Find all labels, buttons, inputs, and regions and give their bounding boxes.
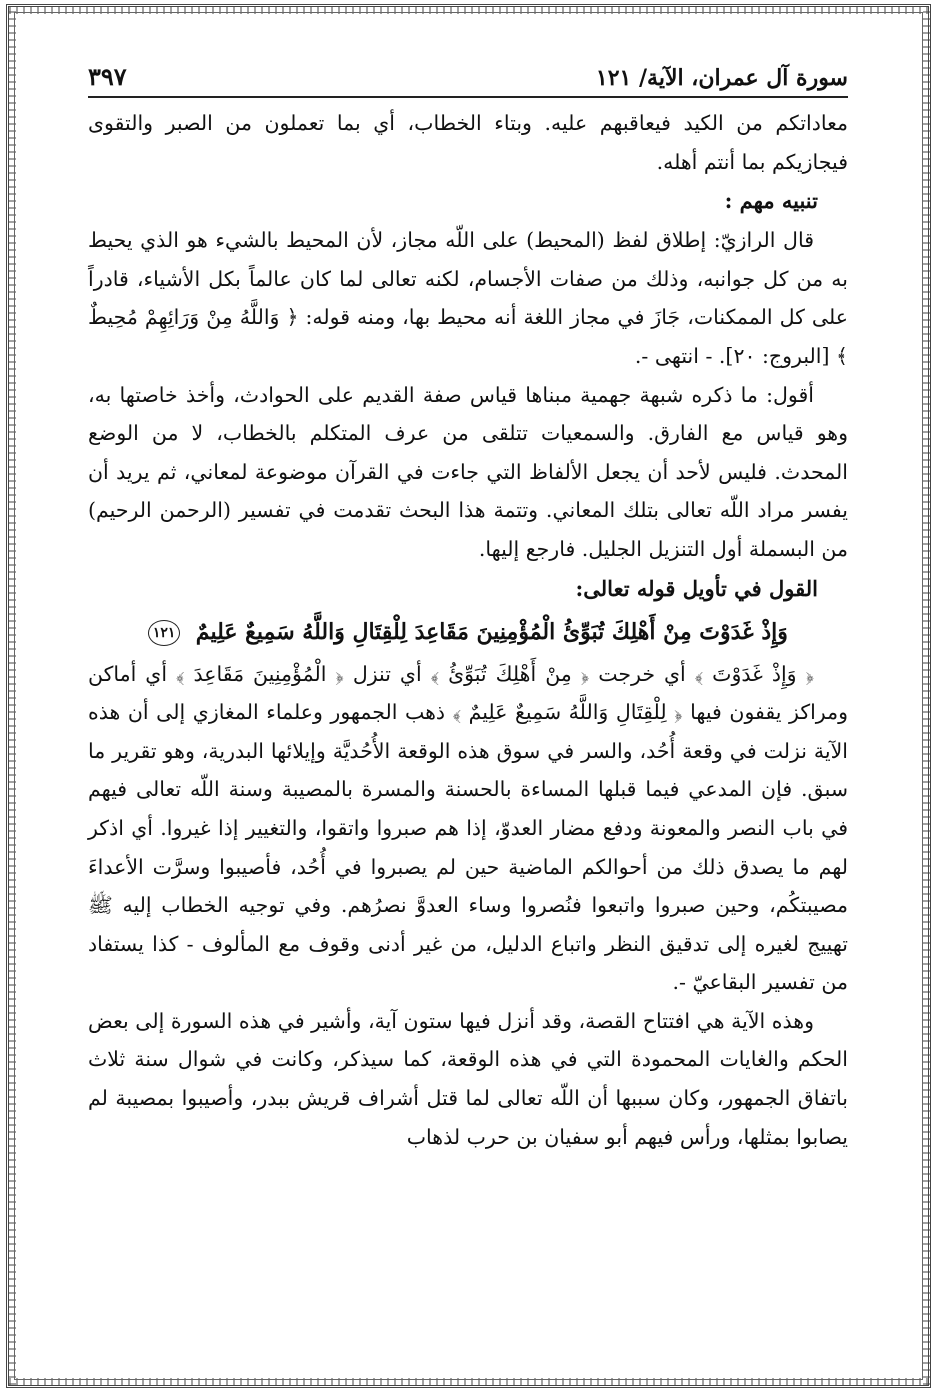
paragraph-context: وهذه الآية هي افتتاح القصة، وقد أنزل فيها ستون آية، وأشير في هذه السورة إلى بعض الحكم والغايات المحمودة التي في هذه الوقعة، كما سيذكر، وكانت في شوال سنة ثلاث باتفاق الجمهور، وكان سببها أن اللّه تعالى لما قتل أشراف قريش ببدر، وأصيبوا بمصيبة لم يصابوا بمثلها، ورأس فيهم أبو سفيان بن حرب لذهاب [88, 1008, 848, 1149]
section-heading-note: تنبيه مهم : [724, 188, 818, 214]
verse-number-marker: ١٢١ [148, 620, 180, 646]
quran-verse [88, 609, 848, 655]
paragraph-1: معاداتكم من الكيد فيعاقبهم عليه. وبتاء الخطاب، أي بما تعملون من الصبر والتقوى فيجازيكم بما أنتم أهله. [88, 111, 848, 174]
paragraph-response: أقول: ما ذكره شبهة جهمية مبناها قياس صفة القديم على الحوادث، وأخذ خاصتها به، وهو قياس مع الفارق. والسمعيات تتلقى من عرف المتكلم بالخطاب، لا من الوضع المحدث. فليس لأحد أن يجعل الألفاظ التي جاءت في القرآن موضوعة لمعاني، ثم يريد أن يفسر مراد اللّه تعالى بتلك المعاني. وتتمة هذا البحث تقدمت في تفسير (الرحمن الرحيم) من البسملة أول التنزيل الجليل. فارجع إليها. [88, 382, 848, 561]
paragraph-tafsir: ﴿ وَإِذْ غَدَوْتَ ﴾ أي خرجت ﴿ مِنْ أَهْلِكَ تُبَوِّئُ ﴾ أي تنزل ﴿ الْمُؤْمِنِينَ مَقَاعِدَ ﴾ أي أماكن ومراكز يقفون فيها ﴿ لِلْقِتَالِ وَاللَّهُ سَمِيعٌ عَلِيمٌ ﴾ ذهب الجمهور وعلماء المغازي إلى أن هذه الآية نزلت في وقعة أُحُد، والسر في سوق هذه الوقعة الأُحُديَّة وإيلائها البدرية، وهو تقرير ما سبق. فإن المدعي فيما قبلها المساءة بالحسنة والمسرة بالمصيبة وسنة اللّه تعالى فيهم في باب النصر والمعونة ودفع مضار العدوّ، إذا هم صبروا واتقوا، والتغيير إذا غيروا. أي اذكر لهم ما يصدق ذلك من أحوالكم الماضية حين لم يصبروا في أُحُد، فأصيبوا وسرَّت الأعداءَ مصيبتكُم، وحين صبروا واتبعوا فنُصروا وساء العدوَّ نصرُهم. وفي توجيه الخطاب إليه ﷺ تهييج لغيره إلى تدقيق النظر واتباع الدليل، من غير أدنى وقوف مع المألوف - كذا يستفاد من تفسير البقاعيّ -. [88, 661, 848, 995]
running-header [88, 62, 848, 98]
page-number: ٣٩٧ [88, 62, 127, 91]
page-content [88, 62, 848, 1317]
verse-text: وَإِذْ غَدَوْتَ مِنْ أَهْلِكَ تُبَوِّئُ الْمُؤْمِنِينَ مَقَاعِدَ لِلْقِتَالِ وَاللَّهُ سَمِيعٌ عَلِيمٌ [195, 618, 788, 645]
paragraph-razi-quote: قال الرازيّ: إطلاق لفظ (المحيط) على اللّه مجاز، لأن المحيط بالشيء هو الذي يحيط به من كل جوانبه، وذلك من صفات الأجسام، لكنه تعالى لما كان عالماً بكل الأشياء، قادراً على كل الممكنات، جَازَ في مجاز اللغة أنه محيط بها، ومنه قوله: ﴿ وَاللَّهُ مِنْ وَرَائِهِمْ مُحِيطٌ ﴾ [البروج: ٢٠]. - انتهى -. [88, 228, 848, 368]
section-heading-interpretation: القول في تأويل قوله تعالى: [575, 575, 818, 601]
running-title: سورة آل عمران، الآية/ ١٢١ [595, 65, 848, 91]
